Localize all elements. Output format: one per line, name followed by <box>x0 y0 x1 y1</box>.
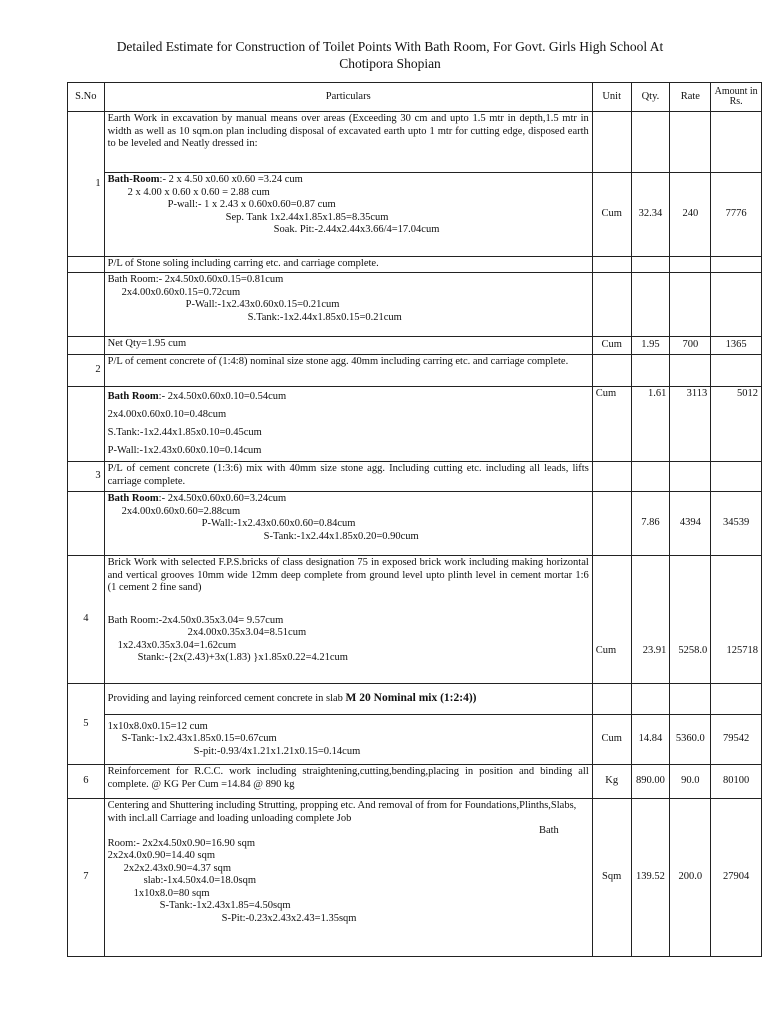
calc-line: :- 2x4.50x0.60x0.10=0.54cum <box>158 391 287 402</box>
item-5-unit: Cum <box>592 715 631 765</box>
calc-line: Bath Room:- 2x4.50x0.60x0.15=0.81cum <box>107 274 284 285</box>
header-qty: Qty. <box>631 83 670 112</box>
item-6-qty: 890.00 <box>631 765 670 799</box>
pl-unit: Cum <box>592 337 631 355</box>
item-4-rate: 5258.0 <box>670 556 711 684</box>
calc-line: S-pit:-0.93/4x1.21x1.21x0.15=0.14cum <box>193 745 361 757</box>
item-2-amount: 5012 <box>711 387 762 462</box>
empty-cell <box>670 355 711 387</box>
header-amount: Amount in Rs. <box>711 83 762 112</box>
empty-cell <box>670 257 711 273</box>
item-1-description: Earth Work in excavation by manual means over areas (Exceeding 30 cm and upto 1.5 mtr in depth,1.5 mtr in width as well as 10 sqm.on plan including disposal of excavated earth upto 1 mtr for cutting edge, disposed earth to be leveled and Neatly dressed in: <box>104 112 592 173</box>
item-2-calc-label: Bath Room <box>107 391 159 402</box>
item-7-qty: 139.52 <box>631 799 670 957</box>
calc-line: P-Wall:-1x2.43x0.60x0.10=0.14cum <box>107 445 262 456</box>
item-2-sno: 2 <box>68 355 105 387</box>
empty-cell <box>592 462 631 492</box>
pl-net-row <box>68 337 762 355</box>
item-5-description <box>104 684 592 715</box>
pl-amount: 1365 <box>711 337 762 355</box>
header-particulars: Particulars <box>104 83 592 112</box>
item-3-description: P/L of cement concrete (1:3:6) mix with 40mm size stone agg. Including cutting etc. including all leads, lifts carriage complete. <box>104 462 592 492</box>
item-1-rate: 240 <box>670 173 711 257</box>
item-1-calc-label: Bath-Room <box>107 174 160 185</box>
item-4-unit: Cum <box>592 556 631 684</box>
item-4-amount: 125718 <box>711 556 762 684</box>
calc-line: :- 2 x 4.50 x0.60 x0.60 =3.24 cum <box>159 174 303 185</box>
item-5-calculation <box>104 715 592 765</box>
item-6-row <box>68 765 762 799</box>
item-2-qty: 1.61 <box>631 387 670 462</box>
calc-line: 1x10x8.0=80 sqm <box>133 887 210 899</box>
empty-cell <box>711 273 762 337</box>
empty-cell <box>631 684 670 715</box>
calc-line: :- 2x4.50x0.60x0.60=3.24cum <box>158 493 287 504</box>
empty-cell <box>592 112 631 173</box>
item-3-amount: 34539 <box>711 492 762 556</box>
item-3-sno: 3 <box>68 462 105 492</box>
calc-line: 2x4.00x0.35x3.04=8.51cum <box>187 627 307 638</box>
empty-cell <box>592 355 631 387</box>
calc-line: Bath Room:-2x4.50x0.35x3.04= 9.57cum <box>107 614 284 626</box>
calc-line: 1x10x8.0x0.15=12 cum <box>107 720 208 732</box>
item-1-calc-row <box>68 173 762 257</box>
item-1-amount: 7776 <box>711 173 762 257</box>
empty-cell <box>711 257 762 273</box>
item-2-rate: 3113 <box>670 387 711 462</box>
empty-cell <box>68 387 105 462</box>
calc-line: P-wall:- 1 x 2.43 x 0.60x0.60=0.87 cum <box>167 199 336 210</box>
empty-cell <box>68 492 105 556</box>
item-5-qty: 14.84 <box>631 715 670 765</box>
item-4-row <box>68 556 762 684</box>
calc-line: Room:- 2x2x4.50x0.90=16.90 sqm <box>107 837 256 849</box>
calc-line: S.Tank:-1x2.44x1.85x0.10=0.45cum <box>107 427 262 438</box>
item-7-amount: 27904 <box>711 799 762 957</box>
item-4-content <box>104 556 592 684</box>
item-5-sno: 5 <box>68 684 105 765</box>
pl-net-qty: Net Qty=1.95 cum <box>104 337 592 355</box>
empty-cell <box>670 684 711 715</box>
calc-line: 2x2x2.43x0.90=4.37 sqm <box>123 862 232 874</box>
empty-cell <box>670 273 711 337</box>
item-3-calc-row <box>68 492 762 556</box>
item-7-desc-tail: Bath <box>538 825 559 836</box>
calc-line: S-Tank:-1x2.44x1.85x0.20=0.90cum <box>263 530 419 542</box>
empty-cell <box>711 462 762 492</box>
empty-cell <box>631 257 670 273</box>
empty-cell <box>592 273 631 337</box>
calc-line: P-Wall:-1x2.43x0.60x0.15=0.21cum <box>185 299 340 310</box>
calc-line: Sep. Tank 1x2.44x1.85x1.85=8.35cum <box>225 211 389 223</box>
empty-cell <box>670 462 711 492</box>
item-4-description: Brick Work with selected F.P.S.bricks of class designation 75 in exposed brick work including making horizontal and vertical grooves 10mm wide 12mm deep complete from ground level upto plinth level in cement mortar 1:6 (1 cement 2 fine sand) <box>107 557 589 593</box>
item-6-unit: Kg <box>592 765 631 799</box>
item-2-calc-row <box>68 387 762 462</box>
pl-description: P/L of Stone soling including carring etc. and carriage complete. <box>104 257 592 273</box>
calc-line: Stank:-{2x(2.43)+3x(1.83) }x1.85x0.22=4.21cum <box>137 652 348 663</box>
item-7-description: Centering and Shuttering including Strutting, propping etc. And removal of from for Foundations,Plinths,Slabs, with incl.all Carriage and loading unloading complete Job <box>107 800 577 824</box>
calc-line: 2x2x4.0x0.90=14.40 sqm <box>107 850 216 861</box>
item-6-rate: 90.0 <box>670 765 711 799</box>
calc-line: 2x4.00x0.60x0.10=0.48cum <box>107 409 227 420</box>
item-1-description-row <box>68 112 762 173</box>
title-line-1: Detailed Estimate for Construction of Toilet Points With Bath Room, For Govt. Girls High School At <box>116 39 664 54</box>
empty-cell <box>592 492 631 556</box>
item-3-rate: 4394 <box>670 492 711 556</box>
empty-cell <box>592 257 631 273</box>
calc-line: 1x2.43x0.35x3.04=1.62cum <box>117 639 237 651</box>
item-1-calculation <box>104 173 592 257</box>
calc-line: S-Tank:-1x2.43x1.85=4.50sqm <box>159 900 291 911</box>
item-7-sno: 7 <box>68 799 105 957</box>
item-2-unit: Cum <box>592 387 631 462</box>
item-3-qty: 7.86 <box>631 492 670 556</box>
item-3-description-row <box>68 462 762 492</box>
item-4-sno: 4 <box>68 556 105 684</box>
calc-line: S-Pit:-0.23x2.43x2.43=1.35sqm <box>221 912 357 924</box>
calc-line: Soak. Pit:-2.44x2.44x3.66/4=17.04cum <box>273 224 440 235</box>
calc-line: S-Tank:-1x2.43x1.85x0.15=0.67cum <box>121 733 277 745</box>
estimate-table <box>67 82 762 957</box>
item-6-sno: 6 <box>68 765 105 799</box>
item-3-calculation <box>104 492 592 556</box>
item-6-amount: 80100 <box>711 765 762 799</box>
empty-cell <box>711 684 762 715</box>
item-2-description-row <box>68 355 762 387</box>
item-3-calc-label: Bath Room <box>107 493 159 504</box>
item-1-unit: Cum <box>592 173 631 257</box>
item-7-row <box>68 799 762 957</box>
empty-cell <box>670 112 711 173</box>
empty-cell <box>631 112 670 173</box>
item-6-description: Reinforcement for R.C.C. work including straightening,cutting,bending,placing in position and binding all complete. @ KG Per Cum =14.84 @ 890 kg <box>104 765 592 799</box>
calc-line: slab:-1x4.50x4.0=18.0sqm <box>143 875 257 886</box>
item-7-unit: Sqm <box>592 799 631 957</box>
document-title <box>60 38 720 72</box>
empty-cell <box>68 337 105 355</box>
calc-line: S.Tank:-1x2.44x1.85x0.15=0.21cum <box>247 311 402 323</box>
pl-qty: 1.95 <box>631 337 670 355</box>
item-5-rate: 5360.0 <box>670 715 711 765</box>
pl-calc-row <box>68 273 762 337</box>
empty-cell <box>631 273 670 337</box>
pl-calculation <box>104 273 592 337</box>
header-rate: Rate <box>670 83 711 112</box>
calc-line: 2 x 4.00 x 0.60 x 0.60 = 2.88 cum <box>127 186 270 198</box>
title-line-2: Chotipora Shopian <box>339 56 441 71</box>
calc-line: P-Wall:-1x2.43x0.60x0.60=0.84cum <box>201 518 356 529</box>
empty-cell <box>68 257 105 273</box>
item-7-content <box>104 799 592 957</box>
item-5-desc-text: Providing and laying reinforced cement concrete in slab <box>107 693 346 705</box>
empty-cell <box>592 684 631 715</box>
empty-cell <box>68 273 105 337</box>
pl-rate: 700 <box>670 337 711 355</box>
item-2-description: P/L of cement concrete of (1:4:8) nominal size stone agg. 40mm including carring etc. and carriage complete. <box>104 355 592 387</box>
item-1-sno: 1 <box>68 112 105 257</box>
item-5-amount: 79542 <box>711 715 762 765</box>
header-sno: S.No <box>68 83 105 112</box>
empty-cell <box>631 355 670 387</box>
calc-line: 2x4.00x0.60x0.15=0.72cum <box>121 286 241 298</box>
item-7-rate: 200.0 <box>670 799 711 957</box>
empty-cell <box>711 112 762 173</box>
item-5-description-row <box>68 684 762 715</box>
item-4-qty: 23.91 <box>631 556 670 684</box>
header-row <box>68 83 762 112</box>
item-2-calculation <box>104 387 592 462</box>
header-unit: Unit <box>592 83 631 112</box>
empty-cell <box>631 462 670 492</box>
item-1-qty: 32.34 <box>631 173 670 257</box>
pl-description-row <box>68 257 762 273</box>
item-5-calc-row <box>68 715 762 765</box>
empty-cell <box>711 355 762 387</box>
calc-line: 2x4.00x0.60x0.60=2.88cum <box>121 505 241 517</box>
item-5-desc-mix: M 20 Nominal mix (1:2:4)) <box>345 692 477 705</box>
